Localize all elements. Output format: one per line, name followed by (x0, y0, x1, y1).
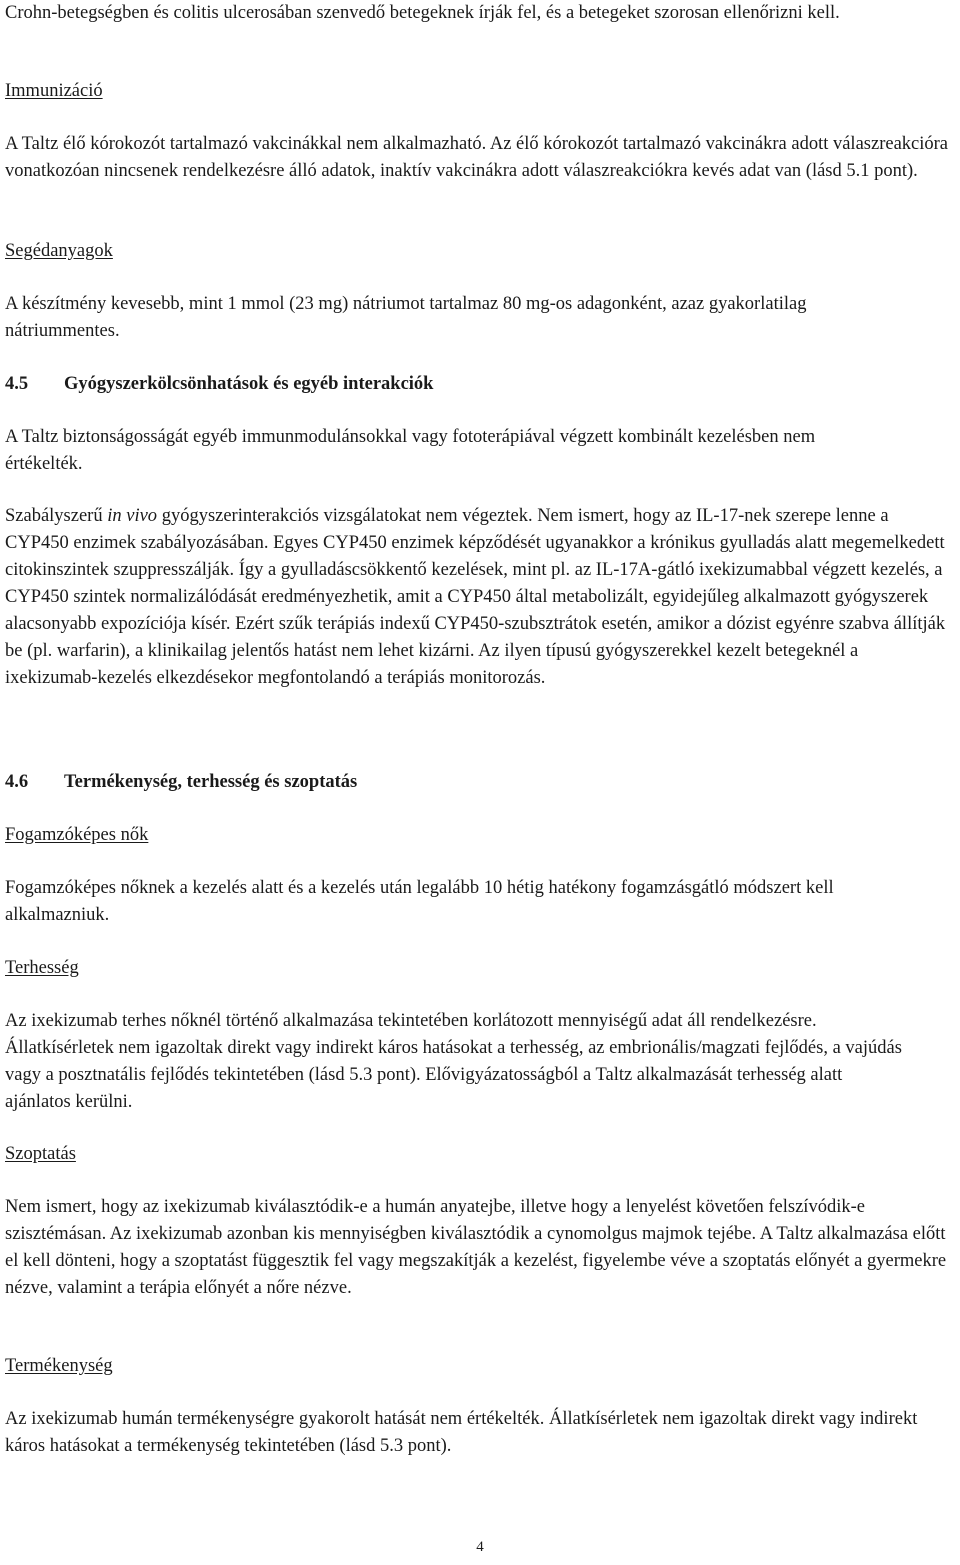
section-4-5-number: 4.5 (5, 374, 29, 394)
immunization-heading: Immunizáció (5, 81, 103, 101)
breastfeeding-heading: Szoptatás (5, 1144, 76, 1164)
pregnancy-heading: Terhesség (5, 958, 79, 978)
section-4-5-title: Gyógyszerkölcsönhatások és egyéb interakciók (64, 374, 434, 394)
in-vivo-italic: in vivo (107, 506, 158, 526)
section-4-6-heading (5, 769, 357, 796)
immunization-paragraph: A Taltz élő kórokozót tartalmazó vakcinákkal nem alkalmazható. Az élő kórokozót tartalmazó vakcinákra adott válaszreakcióra vonatkozóan nincsenek rendelkezésre álló adatok, inaktív vakcinákra adott válaszreakciókra kevés adat van (lásd 5.1 pont). (5, 134, 949, 181)
intro-paragraph: Crohn-betegségben és colitis ulcerosában szenvedő betegeknek írják fel, és a betegeket szorosan ellenőrizni kell. (5, 3, 840, 23)
p2-text-before: Szabályszerű (5, 506, 108, 526)
excipients-heading: Segédanyagok (5, 241, 113, 261)
section-4-5-paragraph-2 (5, 503, 953, 692)
page-number: 4 (476, 1539, 484, 1555)
section-4-6-title: Termékenység, terhesség és szoptatás (64, 772, 358, 792)
section-4-5-heading (5, 371, 433, 398)
p2-text-after: gyógyszerinterakciós vizsgálatokat nem végeztek. Nem ismert, hogy az IL-17-nek szerepe lenne a CYP450 enzimek szabályozásában. Egyes CYP450 enzimek képződését ugyanakkor a krónikus gyulladás alatt megemelkedett citokinszintek szuppresszálják. Így a gyulladáscsökkentő kezelések, mint pl. az IL-17A-gátló ixekizumabbal végzett kezelés, a CYP450 szintek normalizálódását eredményezhetik, amit a CYP450 által metabolizált, egyidejűleg alkalmazott gyógyszerek alacsonyabb expozíciója kísér. Ezért szűk terápiás indexű CYP450-szubsztrátok esetén, amikor a dózist egyénre szabva állítják be (pl. warfarin), a klinikailag jelentős hatást nem lehet kizárni. Az ilyen típusú gyógyszerekkel kezelt betegeknél a ixekizumab-kezelés elkezdésekor megfontolandó a terápiás monitorozás. (5, 506, 946, 688)
women-paragraph: Fogamzóképes nőknek a kezelés alatt és a kezelés után legalább 10 hétig hatékony fogamzásgátló módszert kell alkalmazniuk. (5, 878, 834, 925)
section-4-6-number: 4.6 (5, 772, 29, 792)
women-heading: Fogamzóképes nők (5, 825, 149, 845)
excipients-paragraph: A készítmény kevesebb, mint 1 mmol (23 mg) nátriumot tartalmaz 80 mg-os adagonként, azaz gyakorlatilag nátriummentes. (5, 294, 807, 341)
fertility-paragraph: Az ixekizumab humán termékenységre gyakorolt hatását nem értékelték. Állatkísérletek nem igazoltak direkt vagy indirekt káros hatásokat a termékenység tekintetében (lásd 5.3 pont). (5, 1409, 918, 1456)
pregnancy-paragraph: Az ixekizumab terhes nőknél történő alkalmazása tekintetében korlátozott mennyiségű adat áll rendelkezésre. Állatkísérletek nem igazoltak direkt vagy indirekt káros hatásokat a terhesség, az embrionális/magzati fejlődés, a vajúdás vagy a posztnatális fejlődés tekintetében (lásd 5.3 pont). Elővigyázatosságból a Taltz alkalmazását terhesség alatt ajánlatos kerülni. (5, 1011, 902, 1112)
breastfeeding-paragraph: Nem ismert, hogy az ixekizumab kiválasztódik-e a humán anyatejbe, illetve hogy a lenyelést követően felszívódik-e szisztémásan. Az ixekizumab azonban kis mennyiségben kiválasztódik a cynomolgus majmok tejébe. A Taltz alkalmazása előtt el kell dönteni, hogy a szoptatást függesztik fel vagy megszakítják a kezelést, figyelembe véve a szoptatás előnyét a gyermekre nézve, valamint a terápia előnyét a nőre nézve. (5, 1197, 947, 1298)
fertility-heading: Termékenység (5, 1356, 113, 1376)
section-4-5-paragraph-1: A Taltz biztonságosságát egyéb immunmodulánsokkal vagy fototerápiával végzett kombinált kezelésben nem értékelték. (5, 427, 816, 474)
